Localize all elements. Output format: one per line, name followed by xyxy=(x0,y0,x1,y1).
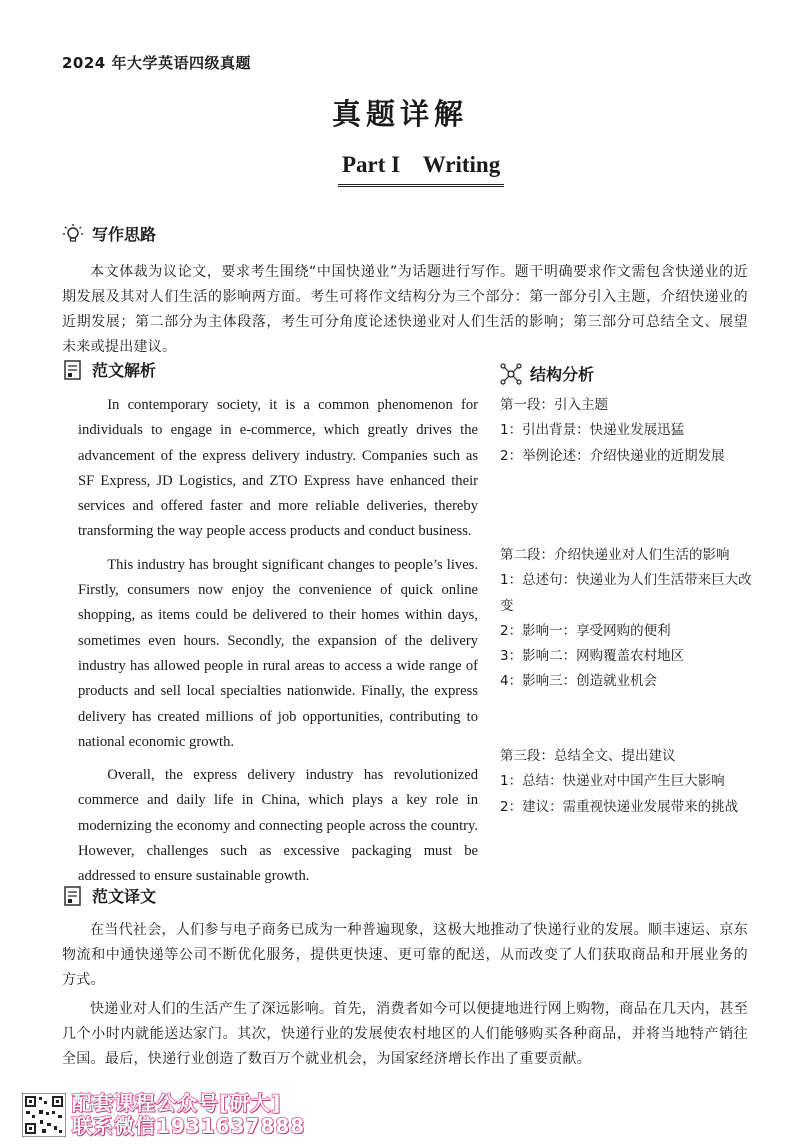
structure-item: 1：引出背景：快递业发展迅猛 xyxy=(500,422,685,439)
structure-item: 1：总结：快递业对中国产生巨大影响 xyxy=(500,773,725,790)
structure-heading xyxy=(500,362,594,385)
structure-item: 4：影响三：创造就业机会 xyxy=(500,673,658,690)
page-header-label: 2024 年大学英语四级真题 xyxy=(62,54,251,72)
model-essay-body xyxy=(78,393,478,890)
part-title: Part I Writing xyxy=(338,152,504,187)
essay-paragraph-1: In contemporary society, it is a common phenomenon for individuals to engage in e-commerce, which greatly drives the advancement of the express delivery industry. Companies such as SF Express, JD Logistics, and ZTO Express have enhanced their services and offered faster and more reliable deliveries, thereby transforming the way people access products and conduct business. xyxy=(78,397,478,540)
document-icon xyxy=(62,885,84,907)
translation-paragraph-2: 快递业对人们的生活产生了深远影响。首先，消费者如今可以便捷地进行网上购物，商品在几天内，甚至几个小时内就能送达家门。其次，快递行业的发展使农村地区的人们能够购买各种商品，并将当地特产销往全国。最后，快递行业创造了数百万个就业机会，为国家经济增长作出了重要贡献。 xyxy=(62,1001,748,1067)
model-essay-heading xyxy=(62,358,156,381)
essay-paragraph-2: This industry has brought significant changes to people’s lives. Firstly, consumers now enjoy the convenience of quick online shopping, as items could be delivered to their homes within days, sometimes even hours. Secondly, the expansion of the delivery industry has allowed people in rural areas to access a wide range of products and sell local specialties nationwide. Finally, the express delivery has created millions of job opportunities, contributing to national economic growth. xyxy=(78,556,478,750)
structure-group-3 xyxy=(500,744,760,820)
footer-banner xyxy=(22,1092,305,1138)
translation-paragraph-1: 在当代社会，人们参与电子商务已成为一种普遍现象，这极大地推动了快递行业的发展。顺丰速运、京东物流和中通快递等公司不断优化服务，提供更快速、更可靠的配送，从而改变了人们获取商品和开展业务的方式。 xyxy=(62,922,748,988)
footer-line-2: 联系微信19316378​88 xyxy=(72,1114,306,1138)
structure-group-title: 第三段：总结全文、提出建议 xyxy=(500,748,676,764)
structure-item: 3：影响二：网购覆盖农村地区 xyxy=(500,648,685,665)
qr-code-icon xyxy=(22,1093,66,1137)
footer-line-1: 配套课程公众号[研大] xyxy=(72,1091,282,1115)
structure-item: 2：影响一：享受网购的便利 xyxy=(500,622,671,639)
translation-body xyxy=(62,918,748,1072)
model-essay-title: 范文解析 xyxy=(92,361,157,380)
footer-banner-text xyxy=(72,1092,305,1138)
writing-ideas-paragraph: 本文体裁为议论文，要求考生围绕“中国快递业”为话题进行写作。题干明确要求作文需包含快递业的近期发展及其对人们生活的影响两方面。考生可将作文结构分为三个部分：第一部分引入主题，介绍快递业的近期发展；第二部分为主体段落，考生可分角度论述快递业对人们生活的影响；第三部分可总结全文、展望未来或提出建议。 xyxy=(62,264,748,355)
network-icon xyxy=(500,363,522,385)
essay-paragraph-3: Overall, the express delivery industry has revolutionized commerce and daily life in China, which plays a key role in modernizing the economy and connecting people across the country. However, challenges such as excessive packaging must be addressed to ensure sustainable growth. xyxy=(78,767,478,885)
translation-heading xyxy=(62,884,156,907)
structure-group-1 xyxy=(500,393,760,469)
structure-item: 2：建议：需重视快递业发展带来的挑战 xyxy=(500,798,739,815)
structure-group-title: 第二段：介绍快递业对人们生活的影响 xyxy=(500,547,730,563)
lightbulb-icon xyxy=(62,223,84,245)
structure-group-title: 第一段：引入主题 xyxy=(500,397,608,413)
document-icon xyxy=(62,359,84,381)
writing-ideas-heading xyxy=(62,222,156,245)
writing-ideas-text xyxy=(62,260,748,360)
structure-title: 结构分析 xyxy=(530,365,595,384)
structure-group-2 xyxy=(500,543,760,695)
translation-title: 范文译文 xyxy=(92,887,157,906)
structure-item: 2：举例论述：介绍快递业的近期发展 xyxy=(500,447,725,464)
structure-item: 1：总述句：快递业为人们生活带来巨大改变 xyxy=(500,572,752,614)
writing-ideas-title: 写作思路 xyxy=(92,225,157,244)
page-title: 真题详解 xyxy=(331,97,468,131)
